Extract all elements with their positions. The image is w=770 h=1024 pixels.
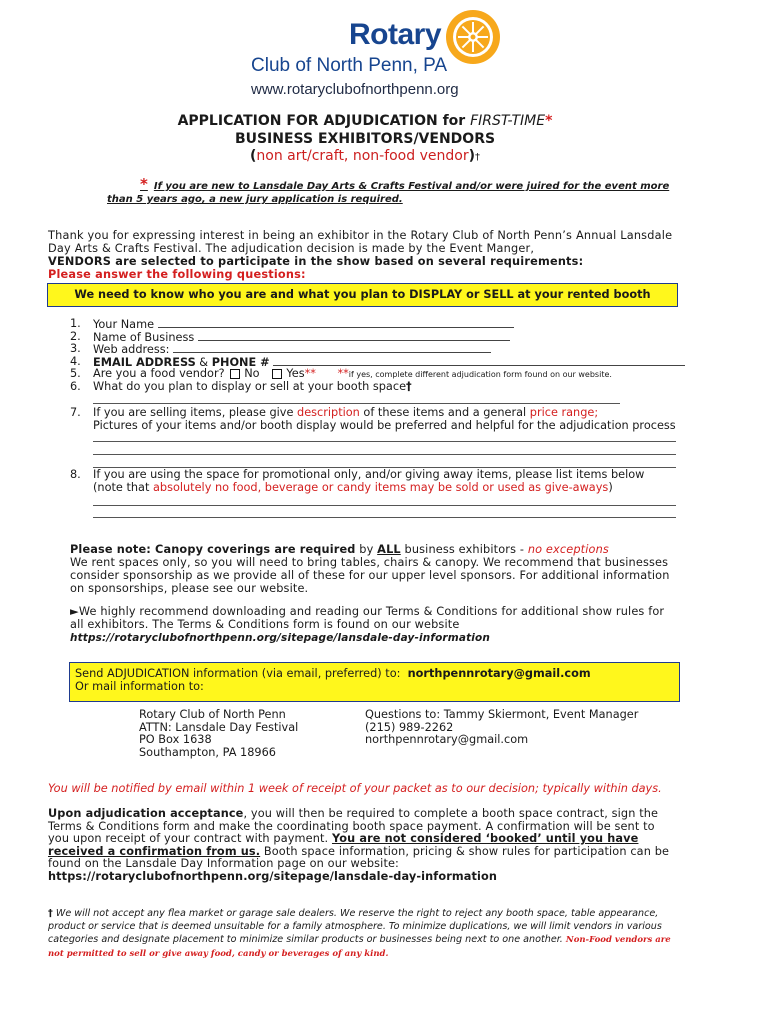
send-email-link[interactable]: northpennrotary@gmail.com: [407, 667, 591, 680]
mailing-address: Rotary Club of North Penn ATTN: Lansdale Day Festival PO Box 1638 Southampton, PA 18966: [139, 708, 299, 759]
giveaway-answer-line-1[interactable]: [93, 505, 676, 506]
question-1: 1. Your Name: [70, 318, 690, 331]
first-time-note: * If you are new to Lansdale Day Arts & Crafts Festival and/or were juired for the event more than 5 years ago, a new jury application is required.: [107, 175, 670, 205]
canopy-note: Please note: Canopy coverings are required by ALL business exhibitors - no exceptions We rent spaces only, so you will need to bring tables, chairs & canopy. We recommend that businesses consider sponsorship as we provide all of these for our upper level sponsors. For additional information on sponsorships, please see our website.: [70, 543, 670, 595]
web-address-field[interactable]: [173, 343, 491, 353]
contact-email[interactable]: northpennrotary@gmail.com: [365, 733, 529, 747]
question-6: 6. What do you plan to display or sell at your booth space†: [70, 379, 412, 393]
business-name-field[interactable]: [198, 331, 510, 341]
footnote: † We will not accept any flea market or garage sale dealers. We reserve the right to reject any booth space, table appearance, product or service that is deemed unsuitable for a family atmosphere. To minimize duplications, we will limit vendors in various categories and designate placement to minimize similar products or businesses being next to one another. Non-Food vendors are not permitted to sell or give away food, candy or beverages of any kind.: [48, 908, 671, 959]
question-7: 7. If you are selling items, please give description of these items and a general price range; Pictures of your items and/or booth display would be preferred and helpful for the adjudication process: [70, 406, 676, 432]
selling-answer-line-2[interactable]: [93, 454, 676, 455]
club-name: Club of North Penn, PA: [251, 55, 448, 76]
question-list: [70, 318, 690, 394]
question-8: 8. If you are using the space for promotional only, and/or giving away items, please list items below (note that absolutely no food, beverage or candy items may be sold or used as give-aways): [70, 468, 645, 494]
rotary-wheel-logo: [444, 8, 502, 66]
question-banner: We need to know who you are and what you plan to DISPLAY or SELL at your rented booth: [47, 283, 678, 307]
terms-link[interactable]: https://rotaryclubofnorthpenn.org/sitepage/lansdale-day-information: [70, 632, 490, 644]
question-4: 4. EMAIL ADDRESS & PHONE #: [70, 356, 690, 369]
food-vendor-yes-checkbox[interactable]: [272, 369, 282, 379]
question-5: 5. Are you a food vendor? No Yes** **if yes, complete different adjudication form found on our website.: [70, 367, 612, 381]
notification-note: You will be notified by email within 1 week of receipt of your packet as to our decision; typically within days.: [48, 782, 662, 795]
logo-wordmark: Rotary: [349, 18, 442, 51]
giveaway-answer-line-2[interactable]: [93, 517, 676, 518]
name-field[interactable]: [158, 318, 514, 328]
contact-info: Questions to: Tammy Skiermont, Event Manager (215) 989-2262 northpennrotary@gmail.com: [365, 708, 639, 747]
email-phone-field[interactable]: [273, 356, 685, 366]
display-answer-line[interactable]: [93, 403, 620, 404]
form-subtitle: (non art/craft, non-food vendor)†: [250, 148, 480, 164]
send-info-box: Send ADJUDICATION information (via email, preferred) to: northpennrotary@gmail.com Or mail information to:: [69, 662, 680, 702]
question-3: 3. Web address:: [70, 343, 690, 356]
selling-answer-line-1[interactable]: [93, 441, 676, 442]
info-page-link[interactable]: https://rotaryclubofnorthpenn.org/sitepage/lansdale-day-information: [48, 869, 498, 883]
terms-recommendation: ►We highly recommend downloading and reading our Terms & Conditions for additional show rules for all exhibitors. The Terms & Conditions form is found on our website https://rotaryclubofnorthpenn.org/sitepage/lansdale-day-information: [70, 605, 665, 644]
form-title-line1: APPLICATION FOR ADJUDICATION for FIRST-TIME*: [177, 113, 553, 129]
club-website: www.rotaryclubofnorthpenn.org: [251, 81, 459, 98]
intro-text: Thank you for expressing interest in being an exhibitor in the Rotary Club of North Penn’s Annual Lansdale Day Arts & Crafts Festival. The adjudication decision is made by the Event Manger, VENDORS are selected to participate in the show based on several requirements: Please answer the following questions:: [48, 229, 673, 281]
form-title-line2: BUSINESS EXHIBITORS/VENDORS: [234, 131, 496, 147]
question-2: 2. Name of Business: [70, 331, 690, 344]
food-vendor-no-checkbox[interactable]: [230, 369, 240, 379]
acceptance-text: Upon adjudication acceptance, you will then be required to complete a booth space contract, sign the Terms & Conditions form and make the coordinating booth space payment. A confirmation will be sent to you upon receipt of your contract with payment. You are not considered ‘booked’ until you have received a confirmation from us. Booth space information, pricing & show rules for participation can be found on the Lansdale Day Information page on our website: https://rotaryclubofnorthpenn.org/sitepage/lansdale-day-information: [48, 807, 670, 883]
